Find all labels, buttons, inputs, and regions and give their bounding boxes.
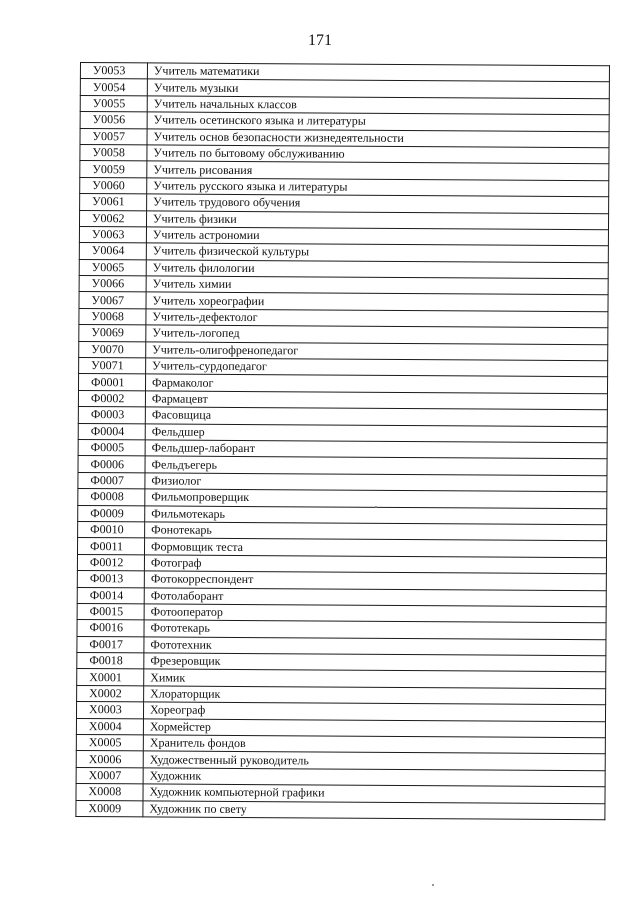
profession-title-cell: Фармаколог: [145, 374, 607, 393]
profession-title-cell: Учитель физической культуры: [146, 243, 608, 262]
profession-code-cell: Х0005: [76, 735, 143, 752]
profession-title-cell: Учитель химии: [146, 276, 608, 295]
profession-title-cell: Художественный руководитель: [143, 751, 605, 770]
profession-title-cell: Учитель русского языка и литературы: [147, 178, 609, 197]
profession-title-cell: Хранитель фондов: [143, 735, 605, 754]
profession-code-cell: Ф0016: [77, 620, 144, 637]
table-body: [76, 63, 610, 820]
profession-title-cell: Учитель по бытовому обслуживанию: [147, 145, 609, 164]
profession-code-cell: Ф0011: [77, 538, 144, 555]
profession-code-cell: Х0001: [77, 669, 144, 686]
profession-code-cell: У0069: [79, 325, 146, 342]
profession-code-cell: У0056: [80, 112, 147, 129]
profession-code-cell: Х0004: [76, 718, 143, 735]
profession-title-cell: Учитель математики: [147, 63, 609, 82]
profession-code-cell: У0058: [80, 144, 147, 161]
profession-code-cell: У0071: [79, 358, 146, 375]
profession-code-cell: У0066: [79, 276, 146, 293]
profession-title-cell: Фельдъегерь: [145, 456, 607, 475]
profession-title-cell: Формовщик теста: [144, 538, 606, 557]
profession-code-cell: У0067: [79, 292, 146, 309]
profession-title-cell: Хореограф: [143, 702, 605, 721]
profession-code-cell: Х0002: [77, 685, 144, 702]
profession-title-cell: Учитель филологии: [146, 260, 608, 279]
profession-code-cell: У0053: [80, 63, 147, 80]
profession-title-cell: Художник компьютерной графики: [143, 784, 605, 803]
profession-code-cell: Ф0002: [78, 390, 145, 407]
profession-title-cell: Фельдшер: [145, 423, 607, 442]
profession-codes-table: [75, 62, 610, 820]
profession-code-cell: Ф0001: [78, 374, 145, 391]
profession-code-cell: Ф0014: [77, 587, 144, 604]
profession-code-cell: У0059: [80, 161, 147, 178]
table-row: [76, 800, 605, 820]
profession-title-cell: Химик: [144, 669, 606, 688]
profession-title-cell: Учитель музыки: [147, 79, 609, 98]
profession-title-cell: Хлораторщик: [144, 686, 606, 705]
profession-title-cell: Фельдшер-лаборант: [145, 440, 607, 459]
profession-code-cell: Ф0007: [78, 472, 145, 489]
profession-title-cell: Учитель рисования: [147, 161, 609, 180]
profession-code-cell: У0061: [80, 194, 147, 211]
profession-title-cell: Учитель физики: [146, 210, 608, 229]
profession-title-cell: Учитель трудового обучения: [147, 194, 609, 213]
profession-code-cell: У0064: [79, 243, 146, 260]
profession-code-cell: У0062: [79, 210, 146, 227]
profession-code-cell: Ф0018: [77, 653, 144, 670]
profession-code-cell: Ф0017: [77, 636, 144, 653]
scan-speck: [375, 506, 377, 508]
profession-code-cell: Ф0008: [78, 489, 145, 506]
profession-title-cell: Художник: [143, 768, 605, 787]
profession-title-cell: Фонотекарь: [145, 522, 607, 541]
page-number: 171: [308, 32, 332, 49]
profession-title-cell: Фильмопроверщик: [145, 489, 607, 508]
profession-title-cell: Учитель астрономии: [146, 227, 608, 246]
profession-code-cell: Ф0013: [77, 571, 144, 588]
profession-code-cell: У0070: [79, 341, 146, 358]
profession-code-cell: Х0007: [76, 767, 143, 784]
profession-title-cell: Фармацевт: [145, 391, 607, 410]
profession-title-cell: Учитель-олигофренопедагог: [146, 342, 608, 361]
profession-title-cell: Учитель осетинского языка и литературы: [147, 112, 609, 131]
profession-code-cell: Ф0006: [78, 456, 145, 473]
profession-code-cell: Ф0012: [77, 554, 144, 571]
profession-title-cell: Фасовщица: [145, 407, 607, 426]
profession-code-cell: У0060: [80, 177, 147, 194]
profession-title-cell: Фильмотекарь: [145, 505, 607, 524]
profession-code-cell: Ф0005: [78, 439, 145, 456]
profession-title-cell: Физиолог: [145, 473, 607, 492]
profession-title-cell: Фотограф: [144, 555, 606, 574]
profession-code-cell: У0065: [79, 259, 146, 276]
profession-title-cell: Учитель-дефектолог: [146, 309, 608, 328]
profession-code-cell: Ф0010: [78, 521, 145, 538]
profession-code-cell: Ф0004: [78, 423, 145, 440]
profession-code-cell: Ф0015: [77, 603, 144, 620]
profession-title-cell: Учитель-логопед: [146, 325, 608, 344]
profession-code-cell: Ф0003: [78, 407, 145, 424]
profession-code-cell: Х0003: [76, 702, 143, 719]
profession-title-cell: Учитель хореографии: [146, 292, 608, 311]
profession-code-cell: Х0009: [76, 800, 143, 817]
profession-code-cell: Х0008: [76, 784, 143, 801]
profession-code-cell: У0068: [79, 308, 146, 325]
profession-title-cell: Фотолаборант: [144, 587, 606, 606]
profession-code-cell: У0054: [80, 79, 147, 96]
profession-code-cell: Ф0009: [78, 505, 145, 522]
profession-title-cell: Учитель основ безопасности жизнедеятельности: [147, 128, 609, 147]
profession-title-cell: Хормейстер: [143, 719, 605, 738]
scan-speck: [432, 884, 434, 886]
profession-code-cell: Х0006: [76, 751, 143, 768]
profession-title-cell: Художник по свету: [143, 800, 605, 819]
profession-code-cell: У0055: [80, 95, 147, 112]
profession-title-cell: Фотооператор: [144, 604, 606, 623]
profession-code-cell: У0057: [80, 128, 147, 145]
profession-title-cell: Фототехник: [144, 637, 606, 656]
profession-title-cell: Фотокорреспондент: [144, 571, 606, 590]
profession-code-cell: У0063: [79, 226, 146, 243]
profession-title-cell: Фрезеровщик: [144, 653, 606, 672]
profession-title-cell: Учитель-сурдопедагог: [146, 358, 608, 377]
profession-title-cell: Фототекарь: [144, 620, 606, 639]
profession-title-cell: Учитель начальных классов: [147, 96, 609, 115]
